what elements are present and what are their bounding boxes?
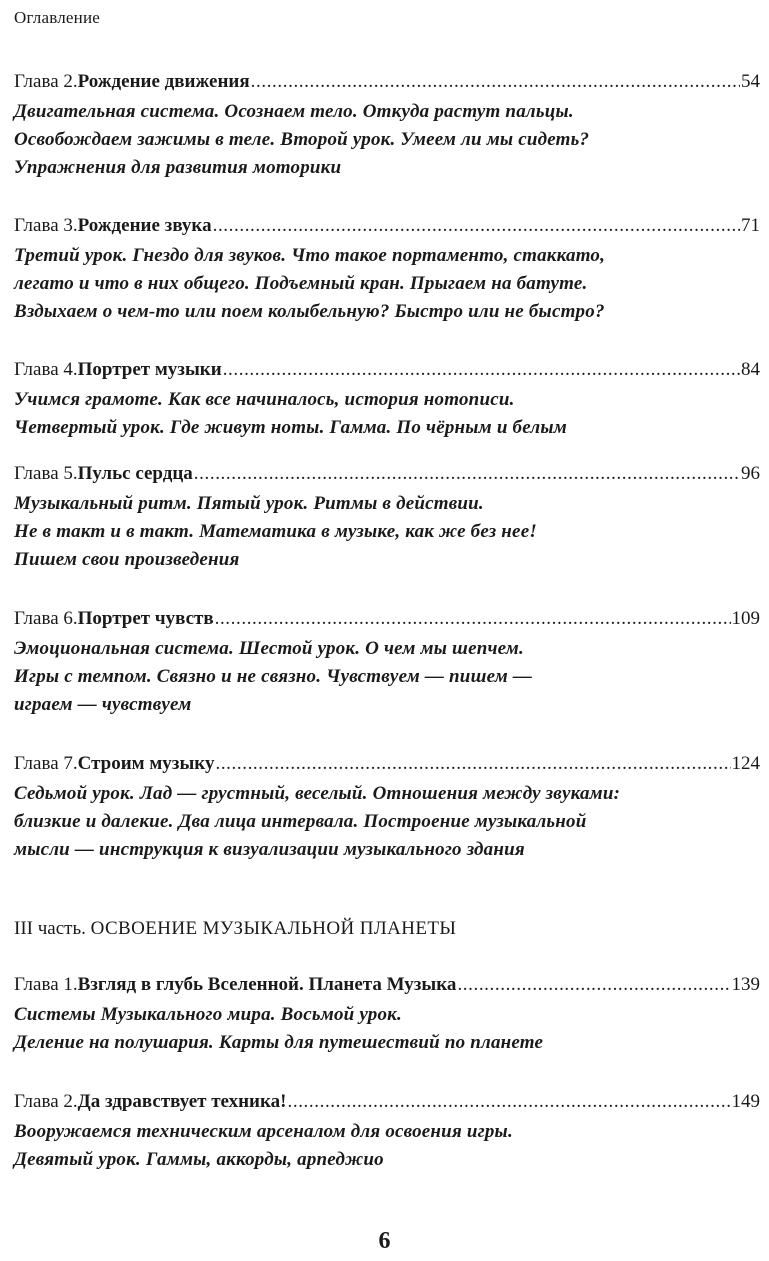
- chapter-description: [14, 490, 760, 574]
- toc-entry-heading[interactable]: [14, 752, 760, 776]
- description-line: Не в такт и в такт. Математика в музыке, как же без нее!: [14, 521, 537, 542]
- chapter-label: Глава 1.: [14, 974, 78, 995]
- dot-leader: [215, 607, 731, 631]
- toc-entry-ch2-movement: [14, 70, 760, 182]
- chapter-description: [14, 98, 760, 182]
- part-heading[interactable]: [14, 918, 456, 940]
- chapter-label: Глава 7.: [14, 753, 78, 774]
- toc-entry-ch5-pulse: [14, 462, 760, 574]
- chapter-title[interactable]: Да здравствует техника!: [77, 1091, 287, 1112]
- chapter-label: Глава 5.: [14, 463, 78, 484]
- description-line: Музыкальный ритм. Пятый урок. Ритмы в действии.: [14, 493, 484, 514]
- description-line: Освобождаем зажимы в теле. Второй урок. Умеем ли мы сидеть?: [14, 129, 590, 150]
- description-line: Игры с темпом. Связно и не связно. Чувствуем — пишем —: [14, 666, 533, 687]
- toc-entry-ch3-sound: [14, 214, 760, 326]
- chapter-label: Глава 3.: [14, 215, 78, 236]
- page-ref[interactable]: 84: [741, 359, 760, 380]
- description-line: Учимся грамоте. Как все начиналось, история нотописи.: [14, 389, 515, 410]
- toc-entry-heading[interactable]: [14, 973, 760, 997]
- toc-entry-heading[interactable]: [14, 214, 760, 238]
- description-line: близкие и далекие. Два лица интервала. Построение музыкальной: [14, 811, 587, 832]
- dot-leader: [251, 70, 740, 94]
- chapter-description: [14, 242, 760, 326]
- dot-leader: [288, 1090, 731, 1114]
- page-ref[interactable]: 109: [731, 608, 760, 629]
- description-line: Пишем свои произведения: [14, 549, 240, 570]
- toc-entry-heading[interactable]: [14, 607, 760, 631]
- chapter-label: Глава 2.: [14, 1091, 78, 1112]
- page-ref[interactable]: 149: [731, 1091, 760, 1112]
- description-line: Третий урок. Гнездо для звуков. Что такое портаменто, стаккато,: [14, 245, 606, 266]
- description-line: Четвертый урок. Где живут ноты. Гамма. По чёрным и белым: [14, 417, 567, 438]
- description-line: Упражнения для развития моторики: [14, 157, 342, 178]
- running-head: Оглавление: [14, 8, 100, 27]
- toc-entry-heading[interactable]: [14, 358, 760, 382]
- page-ref[interactable]: 71: [741, 215, 760, 236]
- description-line: Седьмой урок. Лад — грустный, веселый. Отношения между звуками:: [14, 783, 621, 804]
- chapter-title[interactable]: Строим музыку: [77, 753, 215, 774]
- description-line: Девятый урок. Гаммы, аккорды, арпеджио: [14, 1149, 384, 1170]
- page-number: 6: [378, 1228, 391, 1254]
- description-line: легато и что в них общего. Подъемный кран. Прыгаем на батуте.: [14, 273, 588, 294]
- description-line: играем — чувствуем: [14, 694, 192, 715]
- description-line: Эмоциональная система. Шестой урок. О чем мы шепчем.: [14, 638, 524, 659]
- toc-entry-ch6-feelings: [14, 607, 760, 719]
- description-line: мысли — инструкция к визуализации музыкального здания: [14, 839, 525, 860]
- chapter-description: [14, 1118, 760, 1174]
- chapter-title[interactable]: Рождение движения: [77, 71, 250, 92]
- chapter-title[interactable]: Взгляд в глубь Вселенной. Планета Музыка: [77, 974, 457, 995]
- toc-entry-ch4-portrait-music: [14, 358, 760, 442]
- toc-entry-heading[interactable]: [14, 70, 760, 94]
- toc-entry-heading[interactable]: [14, 462, 760, 486]
- part-title: ОСВОЕНИЕ МУЗЫКАЛЬНОЙ ПЛАНЕТЫ: [90, 918, 457, 939]
- dot-leader: [194, 462, 740, 486]
- dot-leader: [223, 358, 740, 382]
- dot-leader: [213, 214, 740, 238]
- chapter-description: [14, 1001, 760, 1057]
- chapter-description: [14, 780, 760, 864]
- page-ref[interactable]: 96: [741, 463, 760, 484]
- dot-leader: [457, 973, 730, 997]
- chapter-title[interactable]: Портрет музыки: [77, 359, 222, 380]
- description-line: Деление на полушария. Карты для путешествий по планете: [14, 1032, 544, 1053]
- chapter-description: [14, 386, 760, 442]
- chapter-label: Глава 6.: [14, 608, 78, 629]
- page-ref[interactable]: 54: [741, 71, 760, 92]
- toc-entry-ch7-build-music: [14, 752, 760, 864]
- part-prefix: III часть.: [14, 918, 91, 939]
- toc-entry-p3-ch2-technique: [14, 1090, 760, 1174]
- chapter-title[interactable]: Портрет чувств: [77, 608, 214, 629]
- page-ref[interactable]: 124: [731, 753, 760, 774]
- description-line: Вооружаемся техническим арсеналом для освоения игры.: [14, 1121, 513, 1142]
- description-line: Системы Музыкального мира. Восьмой урок.: [14, 1004, 402, 1025]
- chapter-label: Глава 2.: [14, 71, 78, 92]
- chapter-title[interactable]: Рождение звука: [77, 215, 212, 236]
- toc-entry-heading[interactable]: [14, 1090, 760, 1114]
- description-line: Двигательная система. Осознаем тело. Откуда растут пальцы.: [14, 101, 574, 122]
- page-ref[interactable]: 139: [731, 974, 760, 995]
- chapter-description: [14, 635, 760, 719]
- chapter-label: Глава 4.: [14, 359, 78, 380]
- chapter-title[interactable]: Пульс сердца: [77, 463, 193, 484]
- dot-leader: [215, 752, 730, 776]
- toc-entry-p3-ch1-universe: [14, 973, 760, 1057]
- description-line: Вздыхаем о чем-то или поем колыбельную? Быстро или не быстро?: [14, 301, 605, 322]
